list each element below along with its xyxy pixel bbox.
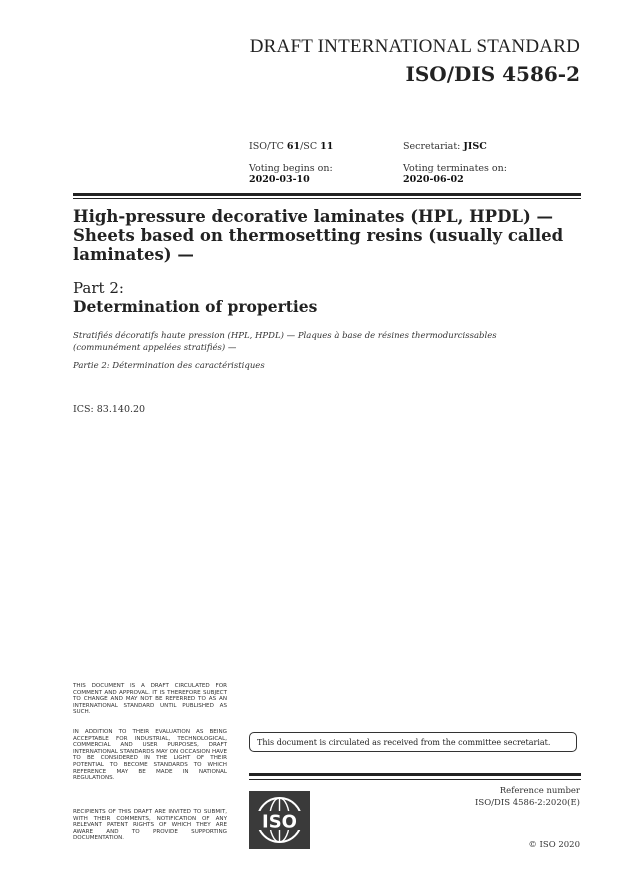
copyright: © ISO 2020 [528, 840, 580, 850]
header-divider-thick [73, 193, 581, 196]
disclaimer-paragraph-2: IN ADDITION TO THEIR EVALUATION AS BEING ACCEPTABLE FOR INDUSTRIAL, TECHNOLOGICAL, COMMERCIAL AND USER PURPOSES, DRAFT INTERNATIONAL STANDARDS MAY ON OCCASION HAVE TO BE CONSIDERED IN THE LIGHT OF THEIR POTENTIAL TO BECOME STANDARDS TO WHICH REFERENCE MAY BE MADE IN NATIONAL REGULATIONS. [73, 729, 227, 782]
header-divider-thin [73, 198, 581, 199]
committee-reference: ISO/TC 61/SC 11 [249, 141, 334, 152]
disclaimer-paragraph-3: RECIPIENTS OF THIS DRAFT ARE INVITED TO SUBMIT, WITH THEIR COMMENTS, NOTIFICATION OF ANY RELEVANT PATENT RIGHTS OF WHICH THEY ARE AWARE AND TO PROVIDE SUPPORTING DOCUMENTATION. [73, 809, 227, 842]
ics-code: ICS: 83.140.20 [73, 404, 146, 415]
part-title: Determination of properties [73, 297, 318, 316]
standard-number: ISO/DIS 4586-2 [405, 62, 580, 86]
document-type: DRAFT INTERNATIONAL STANDARD [249, 36, 580, 57]
voting-terminates-date: 2020-06-02 [403, 174, 464, 185]
footer-divider-thin [249, 779, 581, 780]
footer-divider-thick [249, 773, 581, 776]
iso-logo-text: ISO [262, 811, 297, 833]
main-title: High-pressure decorative laminates (HPL, HPDL) — Sheets based on thermosetting resins (usually called laminates) — [73, 207, 564, 264]
secretariat: Secretariat: JISC [403, 141, 487, 152]
part-label: Part 2: [73, 279, 124, 297]
disclaimer-paragraph-1: THIS DOCUMENT IS A DRAFT CIRCULATED FOR COMMENT AND APPROVAL. IT IS THEREFORE SUBJECT TO CHANGE AND MAY NOT BE REFERRED TO AS AN INTERNATIONAL STANDARD UNTIL PUBLISHED AS SUCH. [73, 683, 227, 716]
voting-begins-label: Voting begins on: [249, 163, 333, 174]
voting-begins [249, 163, 333, 185]
reference-number: ISO/DIS 4586-2:2020(E) [475, 798, 580, 808]
french-part-title: Partie 2: Détermination des caractéristiques [73, 361, 265, 371]
voting-terminates-label: Voting terminates on: [403, 163, 507, 174]
voting-terminates [403, 163, 507, 185]
french-title: Stratifiés décoratifs haute pression (HPL, HPDL) — Plaques à base de résines thermodurcissables (communément appelées stratifiés) — [73, 331, 497, 353]
reference-label: Reference number [499, 786, 580, 796]
circulation-note: This document is circulated as received from the committee secretariat. [249, 732, 577, 752]
voting-begins-date: 2020-03-10 [249, 174, 310, 185]
iso-logo-icon [249, 791, 310, 849]
